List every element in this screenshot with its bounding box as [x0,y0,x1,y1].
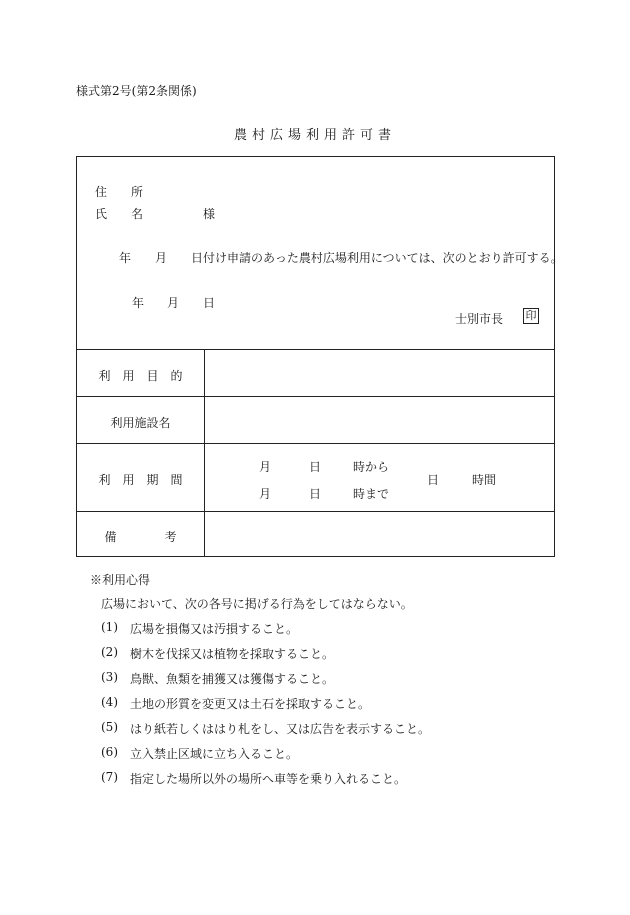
period-total-day: 日 [427,473,440,487]
facility-name-label: 利用施設名 [110,416,171,430]
rule-number: (7) [101,770,118,784]
rule-number: (5) [101,720,118,734]
document-title: 農村広場利用許可書 [233,128,396,143]
rule-text: 樹木を伐採又は植物を採取すること。 [130,647,335,661]
statement-text: 日付け申請のあった農村広場利用については、次のとおり許可する。 [191,251,563,265]
rule-text: 土地の形質を変更又は土石を採取すること。 [130,697,371,711]
statement-month-label: 月 [155,251,168,265]
rule-text: はり紙若しくははり札をし、又は広告を表示すること。 [130,722,431,736]
rule-text: 指定した場所以外の場所へ車等を乗り入れること。 [130,772,407,786]
rule-number: (4) [101,695,118,709]
seal-stamp-box: 印 [523,308,539,324]
issue-day-label: 日 [203,296,216,310]
statement-year-label: 年 [119,251,132,265]
permit-form-table [76,156,563,557]
issue-year-label: 年 [132,296,145,310]
rule-text: 広場を損傷又は汚損すること。 [130,622,299,636]
issue-month-label: 月 [167,296,180,310]
rule-number: (1) [101,620,118,634]
column-divider [204,349,205,557]
period-from-day: 日 [309,460,322,474]
address-label: 住 所 [95,185,144,199]
period-label: 利 用 期 間 [98,473,183,487]
period-to-day: 日 [309,487,322,501]
rule-number: (3) [101,670,118,684]
period-to-time: 時まで [353,487,390,501]
issuer-title: 士別市長 [455,312,504,326]
form-number: 様式第2号(第2条関係) [76,84,197,98]
period-from-month: 月 [259,460,272,474]
divider-line [77,511,554,512]
rules-heading: ※利用心得 [90,573,151,587]
divider-line [77,349,554,350]
divider-line [77,443,554,444]
period-to-month: 月 [259,487,272,501]
divider-line [77,396,554,397]
rule-number: (6) [101,745,118,759]
name-label: 氏 名 [95,207,144,221]
rule-number: (2) [101,645,118,659]
honorific-sama: 様 [203,207,216,221]
purpose-label: 利 用 目 的 [98,369,183,383]
rule-text: 立入禁止区域に立ち入ること。 [130,747,299,761]
period-from-time: 時から [353,460,390,474]
period-total-hours: 時間 [472,473,497,487]
rules-intro: 広場において、次の各号に掲げる行為をしてはならない。 [101,597,413,611]
rule-text: 鳥獣、魚類を捕獲又は獲傷すること。 [130,672,335,686]
remarks-label: 備 考 [104,530,177,544]
